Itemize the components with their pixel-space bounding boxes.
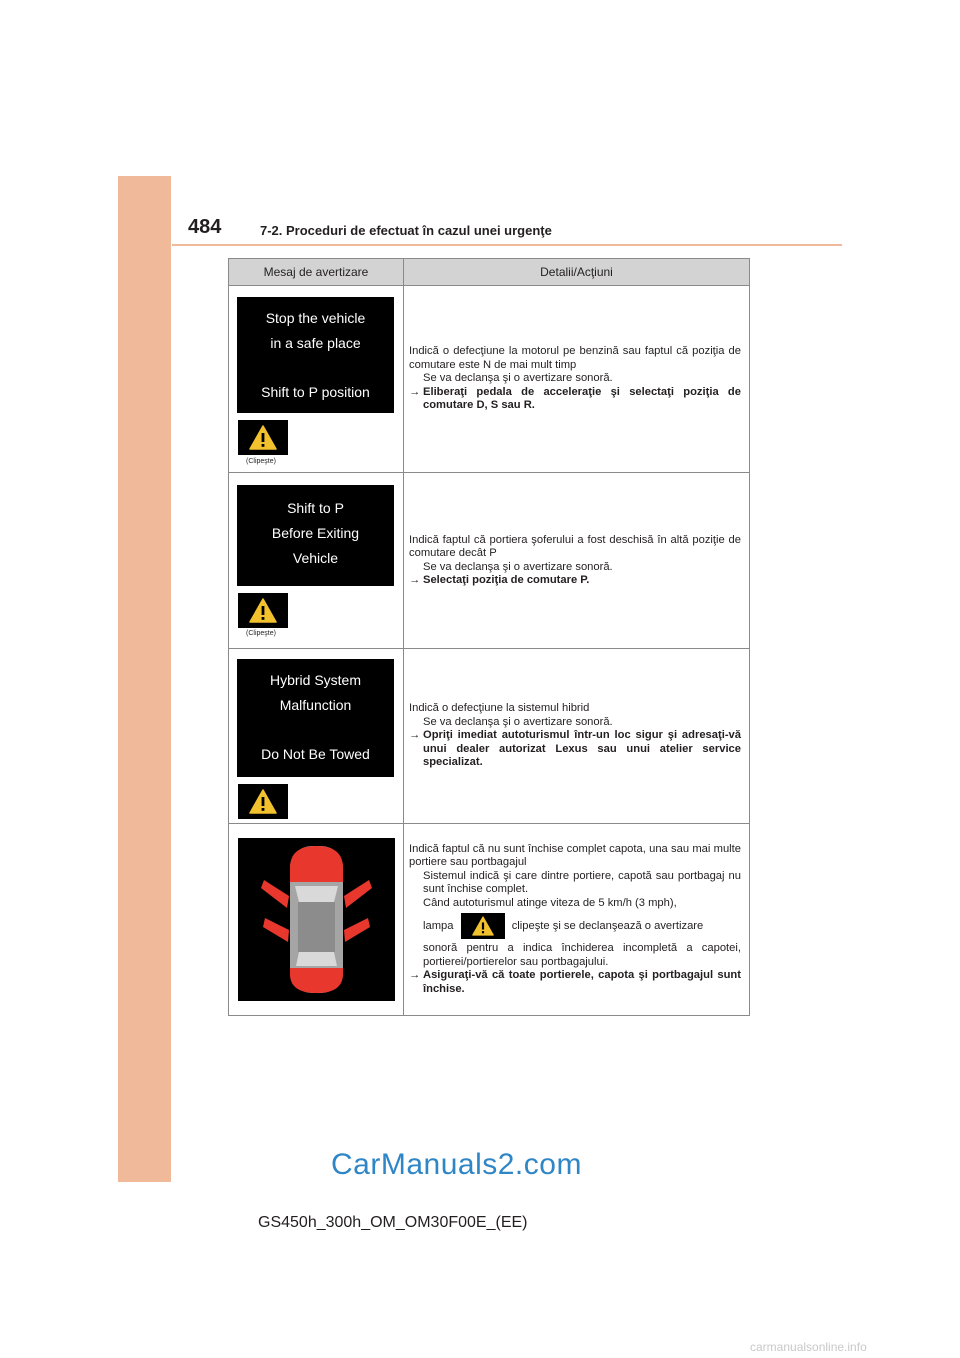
arrow-right-icon: → <box>409 969 421 982</box>
action-text: Eliberaţi pedala de acceleraţie şi selectaţi poziţia de comutare D, S sau R. <box>423 385 741 412</box>
note: Când autoturismul atinge viteza de 5 km/h (3 mph), <box>423 896 677 909</box>
screen-line: in a safe place <box>270 335 361 351</box>
description: Indică faptul că portiera şoferului a fost deschisă în altă poziţie de comutare decât P <box>409 533 741 559</box>
screen-line: Malfunction <box>279 697 352 713</box>
details-text <box>404 345 749 413</box>
message-cell <box>229 473 404 649</box>
details-cell <box>404 473 750 649</box>
arrow-right-icon: → <box>409 574 421 586</box>
page-number: 484 <box>188 216 222 238</box>
action <box>409 386 741 413</box>
action-text: Opriţi imediat autoturismul într-un loc sigur şi adresaţi-vă unui dealer autorizat Lexus sau unui atelier service specializat. <box>423 729 741 769</box>
details-text <box>404 702 749 770</box>
watermark-secondary: carmanualsonline.info <box>750 1340 867 1354</box>
action-text: Selectaţi poziţia de comutare P. <box>423 574 590 586</box>
arrow-right-icon: → <box>409 729 421 742</box>
note: Se va declanşa şi o avertizare sonoră. <box>423 372 613 385</box>
car-top-view-icon <box>238 838 395 1001</box>
details-text <box>404 843 749 997</box>
watermark: CarManuals2.com <box>331 1148 582 1181</box>
details-text <box>404 534 749 588</box>
table-row <box>229 473 750 649</box>
manual-code: GS450h_300h_OM_OM30F00E_(EE) <box>258 1214 528 1231</box>
note-text: clipeşte şi se declanşează o avertizare <box>511 920 704 933</box>
table-row <box>229 286 750 473</box>
table-header-row <box>229 259 750 286</box>
warning-table <box>228 258 750 1016</box>
description: Indică o defecţiune la motorul pe benzină sau faptul că poziţia de comutare este N de mai mult timp <box>409 345 741 371</box>
message-cell <box>229 286 404 473</box>
screen-line: Shift to P <box>287 500 344 516</box>
message-cell <box>229 649 404 824</box>
display-screen <box>237 659 394 777</box>
details-cell <box>404 286 750 473</box>
note: Se va declanşa şi o avertizare sonoră. <box>423 715 613 728</box>
message-cell <box>229 824 404 1016</box>
blink-caption: (Clipeşte) <box>246 630 276 637</box>
warning-lamp <box>238 784 288 819</box>
display-screen <box>237 485 394 586</box>
action <box>409 729 741 770</box>
description: Indică faptul că nu sunt închise complet capota, una sau mai multe portiere sau portbagajul <box>409 842 741 869</box>
table-row <box>229 824 750 1016</box>
warning-lamp <box>238 593 288 628</box>
side-tab <box>118 176 171 1182</box>
screen-line: Stop the vehicle <box>265 310 366 326</box>
screen-line: Vehicle <box>292 550 339 566</box>
column-header-message: Mesaj de avertizare <box>229 259 404 286</box>
details-cell <box>404 649 750 824</box>
note-with-lamp <box>409 913 741 939</box>
note-text: lampa <box>423 920 454 933</box>
door-open-display <box>238 838 395 1001</box>
note: sonoră pentru a indica închiderea incompletă a capotei, portierei/portierelor sau portbagajului. <box>423 942 741 968</box>
warning-triangle-icon <box>249 598 277 623</box>
action-text: Asiguraţi-vă că toate portierele, capota şi portbagajul sunt închise. <box>423 969 741 995</box>
warning-triangle-icon <box>249 425 277 450</box>
action <box>409 969 741 996</box>
table-row <box>229 649 750 824</box>
warning-lamp <box>461 913 505 939</box>
display-screen <box>237 297 394 413</box>
column-header-details: Detalii/Acţiuni <box>404 259 750 286</box>
header-rule <box>172 244 842 246</box>
screen-line: Hybrid System <box>269 672 362 688</box>
action <box>409 574 741 588</box>
warning-triangle-icon <box>472 916 494 936</box>
screen-line: Before Exiting <box>271 525 360 541</box>
description: Indică o defecţiune la sistemul hibrid <box>409 702 590 715</box>
section-title: 7-2. Proceduri de efectuat în cazul unei urgenţe <box>260 223 552 238</box>
warning-triangle-icon <box>249 789 277 814</box>
screen-line: Do Not Be Towed <box>261 746 370 762</box>
blink-caption: (Clipeşte) <box>246 458 276 465</box>
note: Sistemul indică şi care dintre portiere, capotă sau portbagaj nu sunt închise complet. <box>423 869 741 896</box>
warning-lamp <box>238 420 288 455</box>
details-cell <box>404 824 750 1016</box>
screen-line: Shift to P position <box>261 384 370 400</box>
note: Se va declanşa şi o avertizare sonoră. <box>423 560 613 573</box>
arrow-right-icon: → <box>409 385 421 398</box>
